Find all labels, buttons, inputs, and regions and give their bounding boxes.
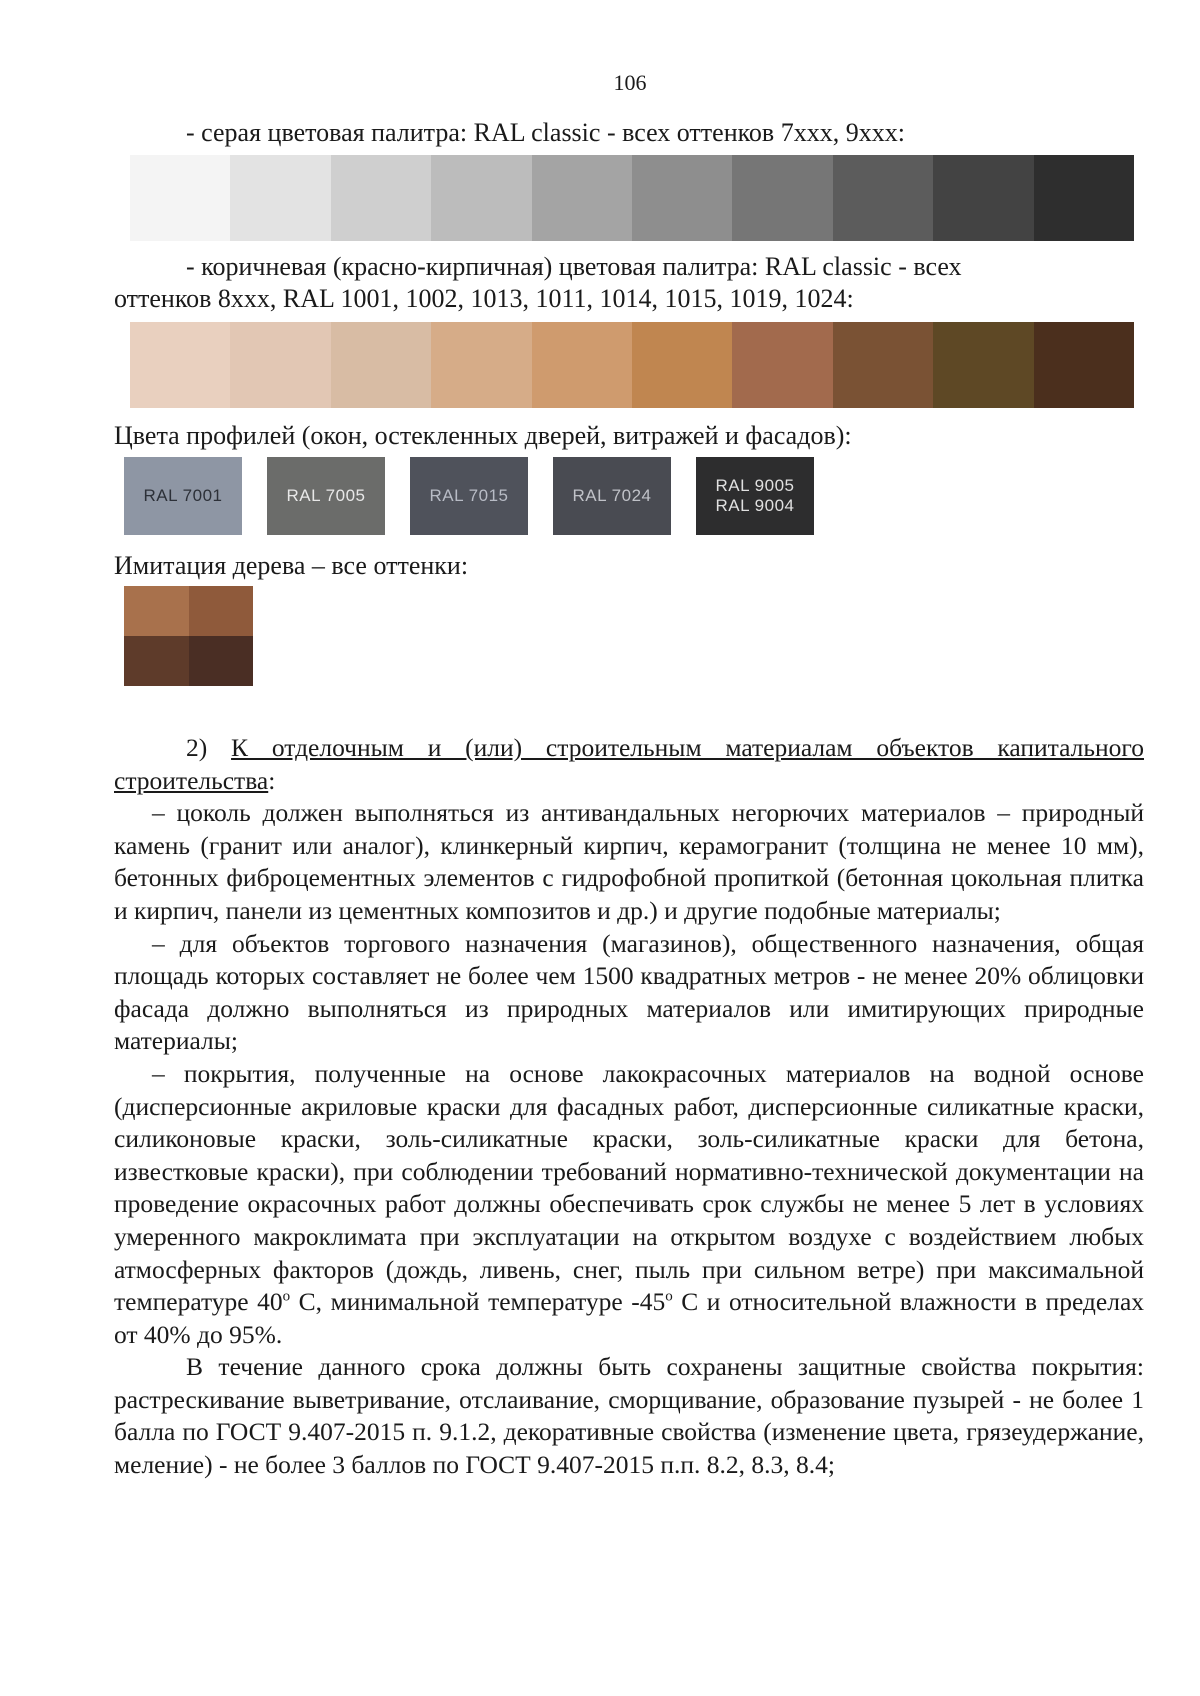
- brown-palette-heading-line2: оттенков 8ххх, RAL 1001, 1002, 1013, 1011, 1014, 1015, 1019, 1024:: [114, 284, 854, 313]
- profile-swatch-ral-7005: [267, 457, 385, 535]
- profile-label: RAL 7024: [572, 486, 652, 505]
- brown-swatch: [1034, 322, 1134, 408]
- paragraph-protective-properties: В течение данного срока должны быть сохранены защитные свойства покрытия: растрескивание выветривание, отслаивание, сморщивание, образование пузырей - не более 1 балла по ГОСТ 9.407-2015 п. 9.1.2, декоративные свойства (изменение цвета, грязеудержание, меление) - не более 3 баллов по ГОСТ 9.407-2015 п.п. 8.2, 8.3, 8.4;: [114, 1352, 1144, 1480]
- gray-swatch: [431, 155, 531, 241]
- degree-sign: о: [665, 1288, 673, 1305]
- gray-swatch: [331, 155, 431, 241]
- profile-label: RAL 7015: [429, 486, 509, 505]
- section-title: К отделочным и (или) строительным материалам объектов капитального строительства: [114, 733, 1144, 795]
- brown-swatch: [732, 322, 832, 408]
- paragraph-plinth: – цоколь должен выполняться из антивандальных негорючих материалов – природный камень (гранит или аналог), клинкерный кирпич, керамогранит (толщина не менее 10 мм), бетонных фиброцементных элементов с гидрофобной пропиткой (бетонная цокольная плитка и кирпич, панели из цементных композитов и др.) и другие подобные материалы;: [114, 798, 1144, 925]
- section-2-heading: [114, 732, 1144, 797]
- gray-color-palette: [130, 155, 1134, 241]
- wood-imitation-swatch: [124, 586, 253, 686]
- coatings-text-part2: С, минимальной температуре -45: [290, 1287, 666, 1317]
- gray-swatch: [632, 155, 732, 241]
- brown-swatch: [130, 322, 230, 408]
- brown-palette-heading-line1: - коричневая (красно-кирпичная) цветовая палитра: RAL classic - всех: [186, 252, 962, 281]
- gray-swatch: [732, 155, 832, 241]
- gray-swatch: [230, 155, 330, 241]
- wood-swatch-cell: [189, 586, 254, 636]
- gray-swatch: [532, 155, 632, 241]
- brown-swatch: [833, 322, 933, 408]
- profile-swatch-ral-7001: [124, 457, 242, 535]
- wood-heading: Имитация дерева – все оттенки:: [114, 551, 469, 580]
- gray-swatch: [833, 155, 933, 241]
- paragraph-commercial-objects: – для объектов торгового назначения (магазинов), общественного назначения, общая площадь которых составляет не более чем 1500 квадратных метров - не менее 20% облицовки фасада должно выполняться из природных материалов или имитирующих природные материалы;: [114, 928, 1144, 1056]
- wood-swatch-cell: [124, 586, 189, 636]
- wood-swatch-cell: [124, 636, 189, 686]
- gray-swatch: [1034, 155, 1134, 241]
- brown-color-palette: [130, 322, 1134, 408]
- brown-swatch: [933, 322, 1033, 408]
- brown-swatch: [532, 322, 632, 408]
- profile-label-secondary: RAL 9004: [715, 496, 795, 515]
- coatings-text-part1: – покрытия, полученные на основе лакокрасочных материалов на водной основе (дисперсионные акриловые краски для фасадных работ, дисперсионные силикатные краски, силиконовые краски, золь-силикатные краски, золь-силикатные краски для бетона, известковые краски), при соблюдении требований нормативно-технической документации на проведение окрасочных работ должны обеспечивать срок службы не менее 5 лет в условиях умеренного макроклимата при эксплуатации на открытом воздухе с воздействием любых атмосферных факторов (дождь, ливень, снег, пыль при сильном ветре) при максимальной температуре 40: [114, 1058, 1144, 1317]
- section-number: 2): [186, 733, 208, 762]
- section-title-colon: :: [268, 765, 276, 795]
- gray-swatch: [130, 155, 230, 241]
- paragraph-coatings: [114, 1058, 1144, 1351]
- gray-palette-heading: - серая цветовая палитра: RAL classic - всех оттенков 7ххх, 9ххх:: [186, 118, 905, 147]
- profile-swatch-ral-9005-9004: [696, 457, 814, 535]
- brown-swatch: [230, 322, 330, 408]
- profiles-heading: Цвета профилей (окон, остекленных дверей, витражей и фасадов):: [114, 421, 852, 450]
- degree-sign: о: [282, 1288, 291, 1305]
- profile-label: RAL 7001: [143, 486, 223, 505]
- wood-swatch-cell: [189, 636, 254, 686]
- profile-label: RAL 9005: [715, 476, 795, 495]
- profile-swatch-ral-7024: [553, 457, 671, 535]
- section-2-body: [114, 732, 1144, 1482]
- profile-swatch-ral-7015: [410, 457, 528, 535]
- brown-swatch: [431, 322, 531, 408]
- brown-swatch: [632, 322, 732, 408]
- gray-swatch: [933, 155, 1033, 241]
- coatings-text-part3: С и относительной влажности в пределах от 40% до 95%.: [114, 1287, 1145, 1349]
- page-number: 106: [613, 70, 647, 95]
- profile-label: RAL 7005: [286, 486, 366, 505]
- brown-swatch: [331, 322, 431, 408]
